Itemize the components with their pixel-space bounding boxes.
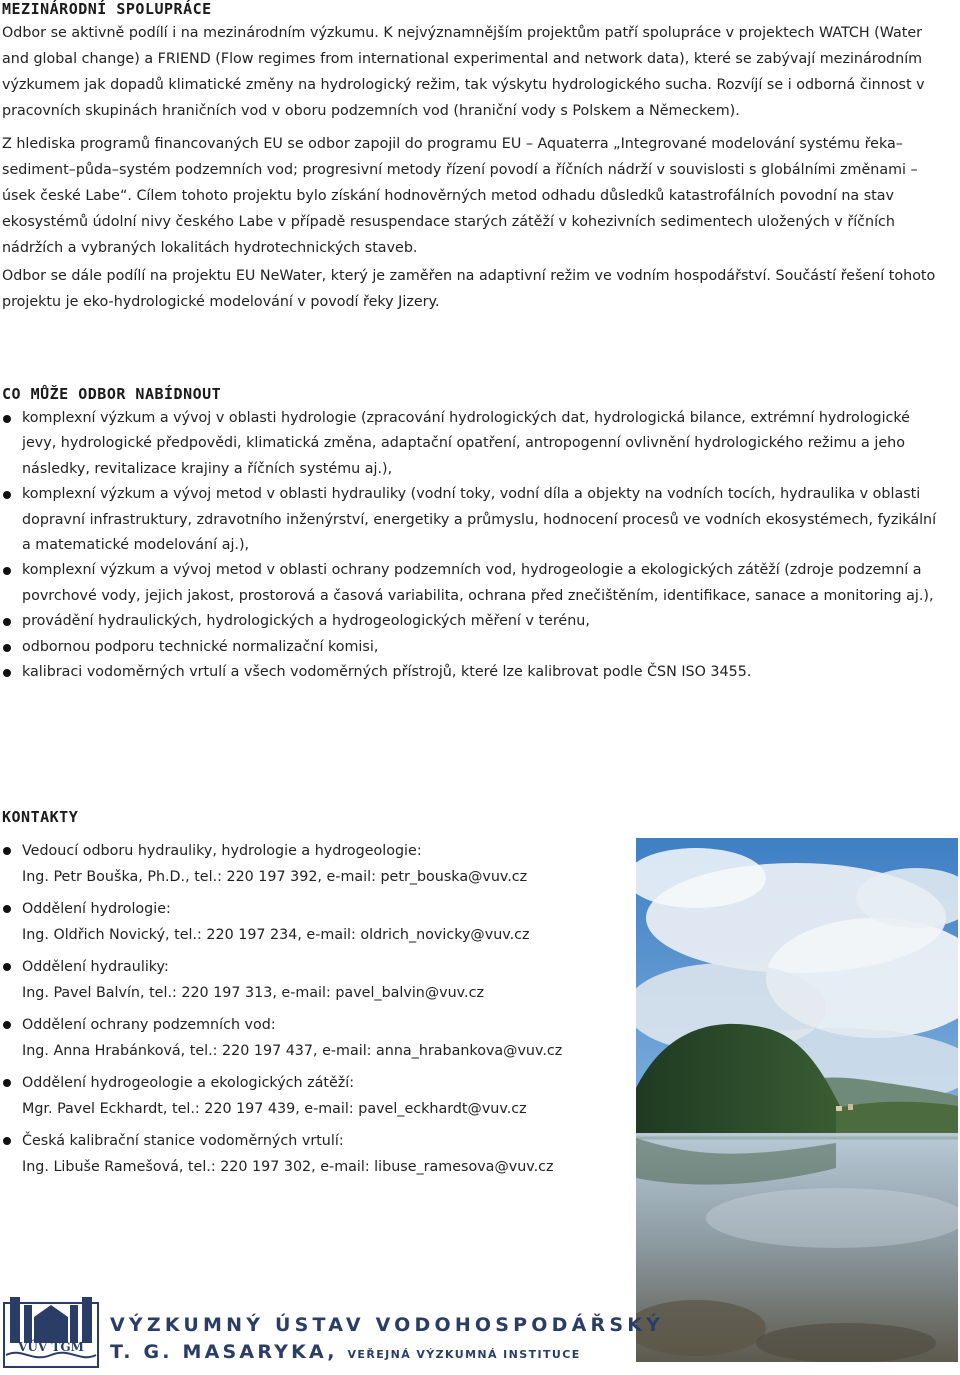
offer-list-item: komplexní výzkum a vývoj metod v oblasti ochrany podzemních vod, hydrogeologie a ekologických zátěží (zdroje podzemní a povrchové vody, jejich jakost, prostorová a časová variabilita, ochrana před znečištěním, identifikace, sanace a monitoring aj.), xyxy=(2,558,946,609)
paragraph-international-1: Odbor se aktivně podílí i na mezinárodním výzkumu. K nejvýznamnějším projektům patří spolupráce v projektech WATCH (Water and global change) a FRIEND (Flow regimes from international experimental and network data), které se zabývají mezinárodním výzkumem jak dopadů klimatické změny na hydrologický režim, tak výskytu hydrologického sucha. Rozvíjí se i odborná činnost v pracovních skupinách hraničních vod v oboru podzemních vod (hraniční vody s Polskem a Německem). xyxy=(2,25,925,119)
contact-department: Oddělení hydrogeologie a ekologických zátěží: xyxy=(22,1075,355,1091)
logo-text: VÚV TGM xyxy=(18,1340,84,1354)
offer-list-item: kalibraci vodoměrných vrtulí a všech vodoměrných přístrojů, které lze kalibrovat podle ČSN ISO 3455. xyxy=(2,660,946,685)
contact-department: Oddělení ochrany podzemních vod: xyxy=(22,1017,276,1033)
contact-item xyxy=(2,1070,612,1128)
vuv-tgm-logo xyxy=(2,1295,100,1371)
contact-department: Oddělení hydrauliky: xyxy=(22,959,169,975)
institute-name-main: T. G. MASARYKA, xyxy=(110,1341,338,1363)
offer-list-item: odbornou podporu technické normalizační komisi, xyxy=(2,635,946,660)
contact-person: Ing. Libuše Ramešová, tel.: 220 197 302, e-mail: libuse_ramesova@vuv.cz xyxy=(22,1159,554,1175)
contact-person: Mgr. Pavel Eckhardt, tel.: 220 197 439, e-mail: pavel_eckhardt@vuv.cz xyxy=(22,1101,527,1117)
section-title-international: MEZINÁRODNÍ SPOLUPRÁCE xyxy=(2,0,212,18)
institute-name-line2 xyxy=(110,1341,581,1363)
contact-person: Ing. Petr Bouška, Ph.D., tel.: 220 197 392, e-mail: petr_bouska@vuv.cz xyxy=(22,869,528,885)
paragraph-international-3: Odbor se dále podílí na projektu EU NeWater, který je zaměřen na adaptivní režim ve vodním hospodářství. Součástí řešení tohoto projektu je eko-hydrologické modelování v povodí řeky Jizery. xyxy=(2,268,936,310)
offer-list xyxy=(2,406,946,685)
contact-person: Ing. Pavel Balvín, tel.: 220 197 313, e-mail: pavel_balvin@vuv.cz xyxy=(22,985,484,1001)
contact-department: Oddělení hydrologie: xyxy=(22,901,171,917)
contact-item xyxy=(2,838,612,896)
institute-type: VEŘEJNÁ VÝZKUMNÁ INSTITUCE xyxy=(347,1348,581,1361)
contact-item xyxy=(2,896,612,954)
contact-item xyxy=(2,1128,612,1186)
section-title-offer: CO MŮŽE ODBOR NABÍDNOUT xyxy=(2,385,222,403)
offer-list-item: komplexní výzkum a vývoj metod v oblasti hydrauliky (vodní toky, vodní díla a objekty na vodních tocích, hydraulika v oblasti dopravní infrastruktury, zdravotního inženýrství, energetiky a průmyslu, hodnocení procesů ve vodních ekosystémech, fyzikální a matematické modelování aj.), xyxy=(2,482,946,558)
contact-department: Vedoucí odboru hydrauliky, hydrologie a hydrogeologie: xyxy=(22,843,422,859)
contact-item xyxy=(2,954,612,1012)
river-landscape-photo xyxy=(636,838,958,1362)
contact-item xyxy=(2,1012,612,1070)
paragraph-international-2: Z hlediska programů financovaných EU se odbor zapojil do programu EU – Aquaterra „Integrované modelování systému řeka–sediment–půda–systém podzemních vod; progresivní metody řízení povodí a říčních nádrží v souvislosti s globálními změnami – úsek české Labe“. Cílem tohoto projektu bylo získání hodnověrných metod odhadu důsledků katastrofálních povodní na stav ekosystémů údolní nivy českého Labe v případě resuspendace starých zátěží v kohezivních sedimentech uložených v říčních nádržích a vybraných lokalitách hydrotechnických staveb. xyxy=(2,136,918,256)
section-title-contacts: KONTAKTY xyxy=(2,808,79,826)
institute-name-line1: VÝZKUMNÝ ÚSTAV VODOHOSPODÁŘSKÝ xyxy=(110,1314,665,1336)
offer-list-item: komplexní výzkum a vývoj v oblasti hydrologie (zpracování hydrologických dat, hydrologická bilance, extrémní hydrologické jevy, hydrologické předpovědi, klimatická změna, adaptační opatření, antropogenní ovlivnění hydrologického režimu a jeho následky, revitalizace krajiny a říčních systému aj.), xyxy=(2,406,946,482)
offer-list-item: provádění hydraulických, hydrologických a hydrogeologických měření v terénu, xyxy=(2,609,946,634)
contact-person: Ing. Oldřich Novický, tel.: 220 197 234, e-mail: oldrich_novicky@vuv.cz xyxy=(22,927,530,943)
contact-department: Česká kalibrační stanice vodoměrných vrtulí: xyxy=(22,1133,344,1149)
contact-person: Ing. Anna Hrabánková, tel.: 220 197 437, e-mail: anna_hrabankova@vuv.cz xyxy=(22,1043,563,1059)
contacts-list xyxy=(2,838,612,1186)
